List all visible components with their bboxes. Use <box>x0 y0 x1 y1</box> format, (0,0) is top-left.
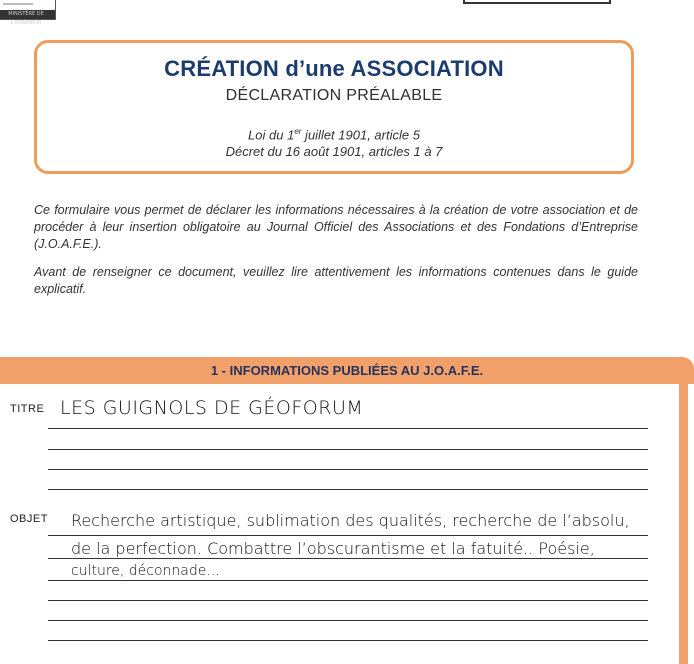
titre-line <box>48 428 648 429</box>
objet-label: OBJET <box>10 513 48 525</box>
objet-line-3[interactable]: culture, déconnade... <box>71 563 220 579</box>
objet-line <box>48 640 648 641</box>
logo-mark <box>3 3 33 5</box>
form-subtitle: DÉCLARATION PRÉALABLE <box>225 87 443 104</box>
title-box <box>34 40 634 174</box>
titre-line <box>48 489 648 490</box>
objet-line-2[interactable]: de la perfection. Combattre l’obscurantisme et la fatuité.. Poésie, <box>71 539 595 558</box>
intro-paragraph: Ce formulaire vous permet de déclarer les informations nécessaires à la création de votre association et de procéder à leur insertion obligatoire au Journal Officiel des Associations et des Fondations d’Entreprise (J.O.A.F.E.). <box>34 203 638 251</box>
objet-line-1[interactable]: Recherche artistique, sublimation des qualités, recherche de l’absolu, <box>71 511 630 530</box>
reference-box <box>463 0 611 4</box>
titre-line <box>48 449 648 450</box>
objet-line <box>48 620 648 621</box>
decree-reference: Décret du 16 août 1901, articles 1 à 7 <box>225 144 443 160</box>
titre-line <box>48 469 648 470</box>
objet-line <box>48 580 648 581</box>
objet-line <box>48 600 648 601</box>
objet-line <box>48 535 648 536</box>
section-header: 1 - INFORMATIONS PUBLIÉES AU J.O.A.F.E. <box>0 357 694 384</box>
form-title: CRÉATION d’une ASSOCIATION <box>164 56 504 81</box>
titre-field[interactable]: LES GUIGNOLS DE GÉOFORUM <box>60 397 364 419</box>
logo-caption: MINISTÈRE DE L'INTÉRIEUR <box>0 10 55 19</box>
intro-text <box>34 202 638 309</box>
ministry-logo <box>0 0 56 26</box>
objet-line <box>48 558 648 559</box>
legal-references <box>37 123 631 160</box>
intro-paragraph: Avant de renseigner ce document, veuillez lire attentivement les informations contenues dans le guide explicatif. <box>34 265 638 296</box>
titre-label: TITRE <box>10 403 45 415</box>
law-reference: Loi du 1er juillet 1901, article 5 <box>248 127 420 143</box>
